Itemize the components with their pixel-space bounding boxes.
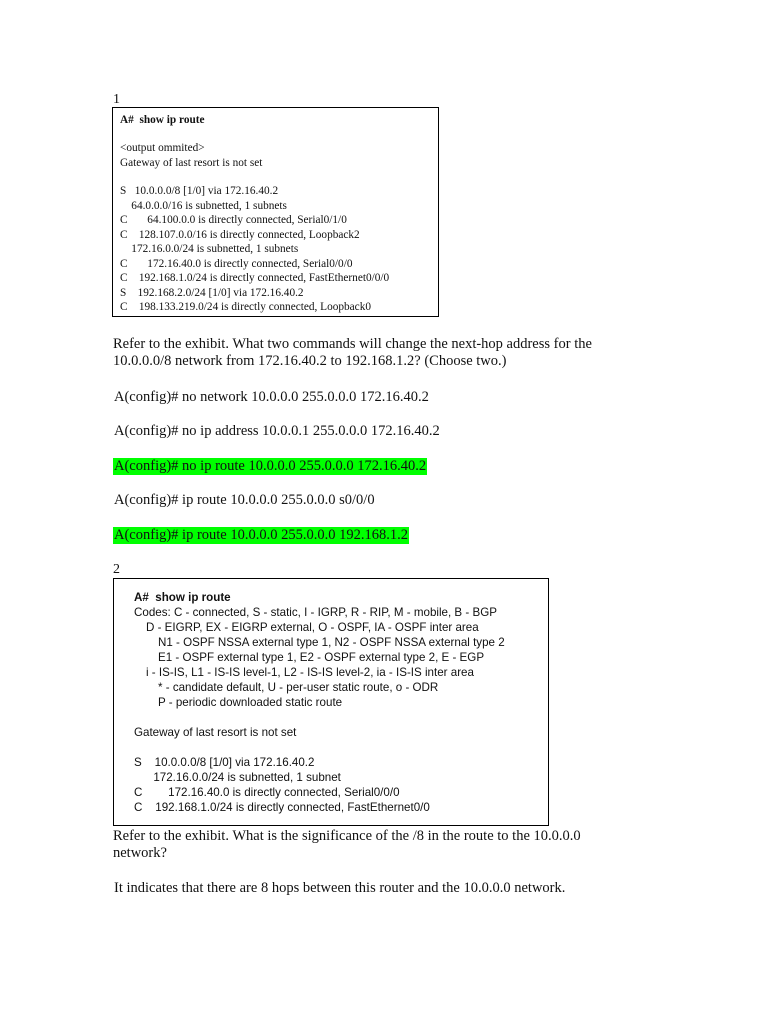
exhibit-2-codes-line: Codes: C - connected, S - static, I - IGRP, R - RIP, M - mobile, B - BGP (134, 606, 497, 619)
exhibit-2-codes-line: i - IS-IS, L1 - IS-IS level-1, L2 - IS-IS level-2, ia - IS-IS inter area (146, 666, 474, 679)
exhibit-2-gateway: Gateway of last resort is not set (134, 726, 297, 739)
exhibit-2-route-line: C 172.16.40.0 is directly connected, Serial0/0/0 (134, 786, 400, 799)
exhibit-1-line: C 64.100.0.0 is directly connected, Serial0/1/0 (120, 214, 347, 226)
exhibit-1-line: 64.0.0.0/16 is subnetted, 1 subnets (120, 200, 287, 212)
exhibit-1-line: C 128.107.0.0/16 is directly connected, Loopback2 (120, 229, 360, 241)
exhibit-1-line: C 172.16.40.0 is directly connected, Serial0/0/0 (120, 258, 353, 270)
exhibit-2-routing-table (113, 578, 549, 826)
exhibit-2-codes-line: D - EIGRP, EX - EIGRP external, O - OSPF, IA - OSPF inter area (146, 621, 479, 634)
exhibit-2-route-line: S 10.0.0.0/8 [1/0] via 172.16.40.2 (134, 756, 315, 769)
exhibit-1-command: A# show ip route (120, 114, 205, 126)
answer-option: A(config)# no ip address 10.0.0.1 255.0.0.0 172.16.40.2 (114, 423, 440, 439)
exhibit-2-codes-line: P - periodic downloaded static route (158, 696, 343, 709)
question-1-number: 1 (113, 92, 120, 107)
exhibit-1-line: 172.16.0.0/24 is subnetted, 1 subnets (120, 243, 299, 255)
question-2-text-line: Refer to the exhibit. What is the significance of the /8 in the route to the 10.0.0.0 (113, 828, 581, 844)
exhibit-1-line: <output ommited> (120, 142, 205, 154)
answer-option-correct: A(config)# ip route 10.0.0.0 255.0.0.0 192.168.1.2 (114, 527, 408, 543)
exhibit-2-route-line: C 192.168.1.0/24 is directly connected, FastEthernet0/0 (134, 801, 430, 814)
exhibit-1-line: Gateway of last resort is not set (120, 157, 263, 169)
exhibit-1-line: C 198.133.219.0/24 is directly connected, Loopback0 (120, 301, 371, 313)
exhibit-2-codes-line: N1 - OSPF NSSA external type 1, N2 - OSPF NSSA external type 2 (158, 636, 505, 649)
exhibit-2-route-line: 172.16.0.0/24 is subnetted, 1 subnet (134, 771, 341, 784)
question-2-text-line: network? (113, 845, 167, 861)
exhibit-1-routing-table (112, 107, 439, 317)
exhibit-2-command: A# show ip route (134, 591, 231, 604)
question-1-text-line: Refer to the exhibit. What two commands will change the next-hop address for the (113, 336, 592, 352)
exhibit-1-line: S 192.168.2.0/24 [1/0] via 172.16.40.2 (120, 287, 304, 299)
answer-option: A(config)# no network 10.0.0.0 255.0.0.0 172.16.40.2 (114, 389, 429, 405)
exhibit-1-line: C 192.168.1.0/24 is directly connected, FastEthernet0/0/0 (120, 272, 390, 284)
answer-option-correct: A(config)# no ip route 10.0.0.0 255.0.0.0 172.16.40.2 (114, 458, 427, 474)
answer-option: A(config)# ip route 10.0.0.0 255.0.0.0 s0/0/0 (114, 492, 375, 508)
question-2-number: 2 (113, 562, 120, 577)
exhibit-2-codes-line: E1 - OSPF external type 1, E2 - OSPF external type 2, E - EGP (158, 651, 485, 664)
exhibit-2-codes-line: * - candidate default, U - per-user static route, o - ODR (158, 681, 439, 694)
answer-option: It indicates that there are 8 hops between this router and the 10.0.0.0 network. (114, 880, 566, 896)
exhibit-1-line: S 10.0.0.0/8 [1/0] via 172.16.40.2 (120, 185, 279, 197)
question-1-text-line: 10.0.0.0/8 network from 172.16.40.2 to 192.168.1.2? (Choose two.) (113, 353, 507, 369)
